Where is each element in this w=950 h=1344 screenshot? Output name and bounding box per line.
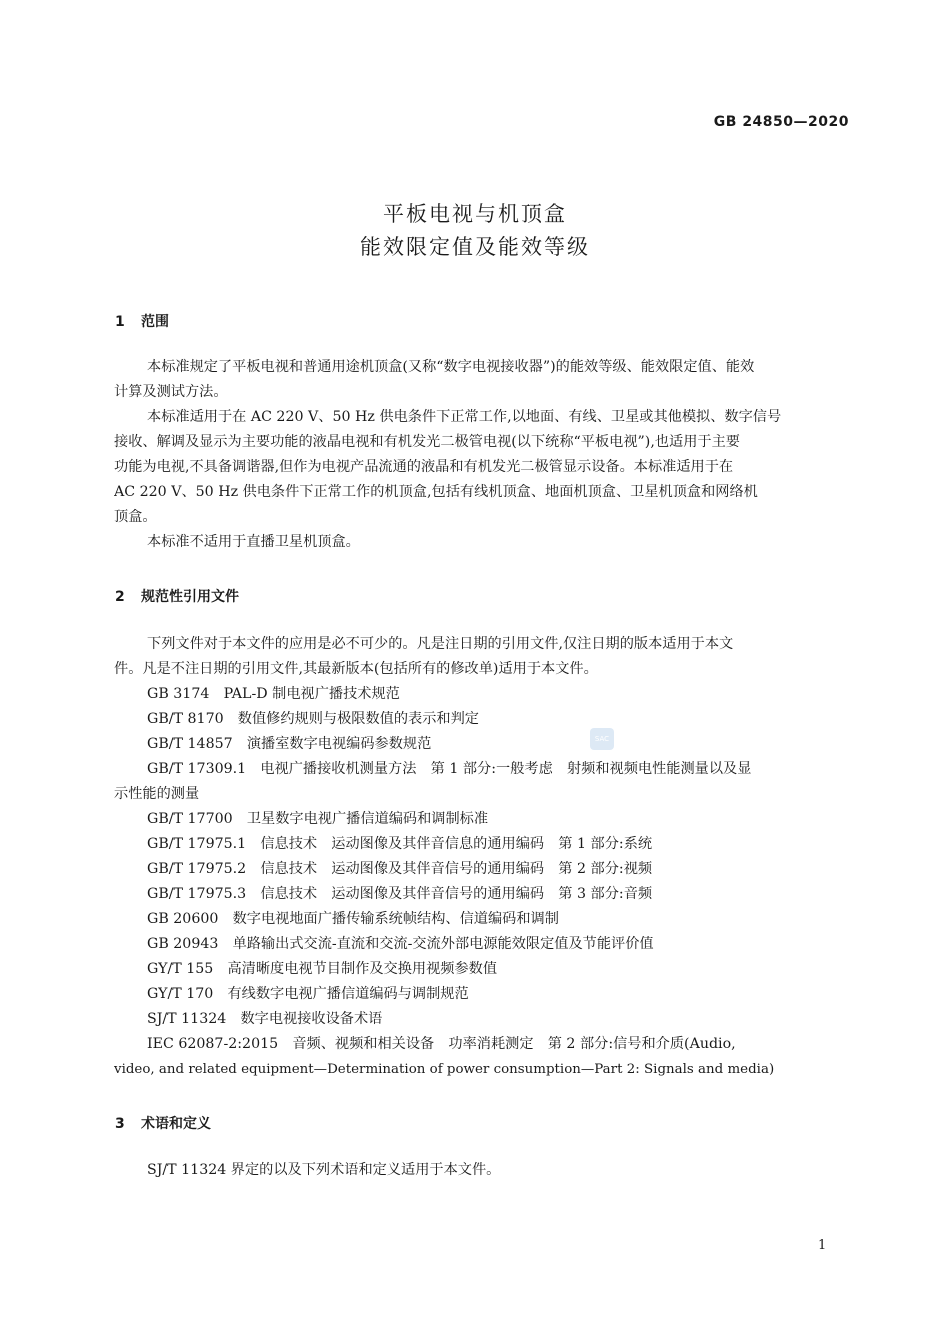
reference-item: GB/T 17975.2 信息技术 运动图像及其伴音信号的通用编码 第 2 部分:视频 xyxy=(147,861,653,877)
section-number: 2 xyxy=(115,589,125,605)
standard-number: GB 24850—2020 xyxy=(713,114,849,130)
document-title-line1: 平板电视与机顶盒 xyxy=(383,202,567,226)
text-line: 下列文件对于本文件的应用是必不可少的。凡是注日期的引用文件,仅注日期的版本适用于本文 xyxy=(147,636,734,652)
reference-item: GB/T 8170 数值修约规则与极限数值的表示和判定 xyxy=(147,711,479,727)
text-line: SJ/T 11324 界定的以及下列术语和定义适用于本文件。 xyxy=(147,1162,501,1178)
reference-item: GB/T 17309.1 电视广播接收机测量方法 第 1 部分:一般考虑 射频和视频电性能测量以及显 xyxy=(147,761,752,777)
text-line: 本标准不适用于直播卫星机顶盒。 xyxy=(147,534,360,550)
reference-item-continued: 示性能的测量 xyxy=(114,786,200,802)
text-line: 本标准规定了平板电视和普通用途机顶盒(又称“数字电视接收器”)的能效等级、能效限定值、能效 xyxy=(147,359,755,375)
references-body xyxy=(114,632,850,1082)
section-title: 规范性引用文件 xyxy=(141,589,239,605)
text-line: 接收、解调及显示为主要功能的液晶电视和有机发光二极管电视(以下统称“平板电视”),也适用于主要 xyxy=(114,434,740,450)
text-line: 本标准适用于在 AC 220 V、50 Hz 供电条件下正常工作,以地面、有线、卫星或其他模拟、数字信号 xyxy=(147,409,782,425)
scope-body xyxy=(114,355,850,555)
section-heading-terms xyxy=(115,1113,211,1133)
reference-item: SJ/T 11324 数字电视接收设备术语 xyxy=(147,1011,383,1027)
reference-item: GB/T 17975.1 信息技术 运动图像及其伴音信息的通用编码 第 1 部分:系统 xyxy=(147,836,653,852)
reference-item: IEC 62087-2:2015 音频、视频和相关设备 功率消耗测定 第 2 部分:信号和介质(Audio, xyxy=(147,1036,736,1052)
text-line: AC 220 V、50 Hz 供电条件下正常工作的机顶盒,包括有线机顶盒、地面机顶盒、卫星机顶盒和网络机 xyxy=(114,484,758,500)
section-number: 1 xyxy=(115,314,125,330)
reference-item: GB 20600 数字电视地面广播传输系统帧结构、信道编码和调制 xyxy=(147,911,559,927)
text-line: 顶盒。 xyxy=(114,509,157,525)
text-line: 计算及测试方法。 xyxy=(114,384,228,400)
section-title: 范围 xyxy=(141,314,169,330)
reference-item: GY/T 170 有线数字电视广播信道编码与调制规范 xyxy=(147,986,469,1002)
reference-item: GB 20943 单路输出式交流-直流和交流-交流外部电源能效限定值及节能评价值 xyxy=(147,936,654,952)
reference-item-continued: video, and related equipment—Determination of power consumption—Part 2: Signals and media) xyxy=(114,1062,775,1077)
section-title: 术语和定义 xyxy=(141,1116,211,1132)
watermark-logo: SAC xyxy=(590,728,614,750)
document-title-line2: 能效限定值及能效等级 xyxy=(360,235,590,259)
reference-item: GB/T 17975.3 信息技术 运动图像及其伴音信号的通用编码 第 3 部分:音频 xyxy=(147,886,653,902)
terms-body xyxy=(114,1158,850,1183)
reference-item: GY/T 155 高清晰度电视节目制作及交换用视频参数值 xyxy=(147,961,498,977)
reference-item: GB 3174 PAL-D 制电视广播技术规范 xyxy=(147,686,400,702)
section-heading-references xyxy=(115,586,239,606)
section-number: 3 xyxy=(115,1116,125,1132)
reference-item: GB/T 14857 演播室数字电视编码参数规范 xyxy=(147,736,432,752)
page-number: 1 xyxy=(818,1238,827,1253)
text-line: 件。凡是不注日期的引用文件,其最新版本(包括所有的修改单)适用于本文件。 xyxy=(114,661,598,677)
reference-item: GB/T 17700 卫星数字电视广播信道编码和调制标准 xyxy=(147,811,489,827)
text-line: 功能为电视,不具备调谐器,但作为电视产品流通的液晶和有机发光二极管显示设备。本标准适用于在 xyxy=(114,459,734,475)
section-heading-scope xyxy=(115,311,169,331)
